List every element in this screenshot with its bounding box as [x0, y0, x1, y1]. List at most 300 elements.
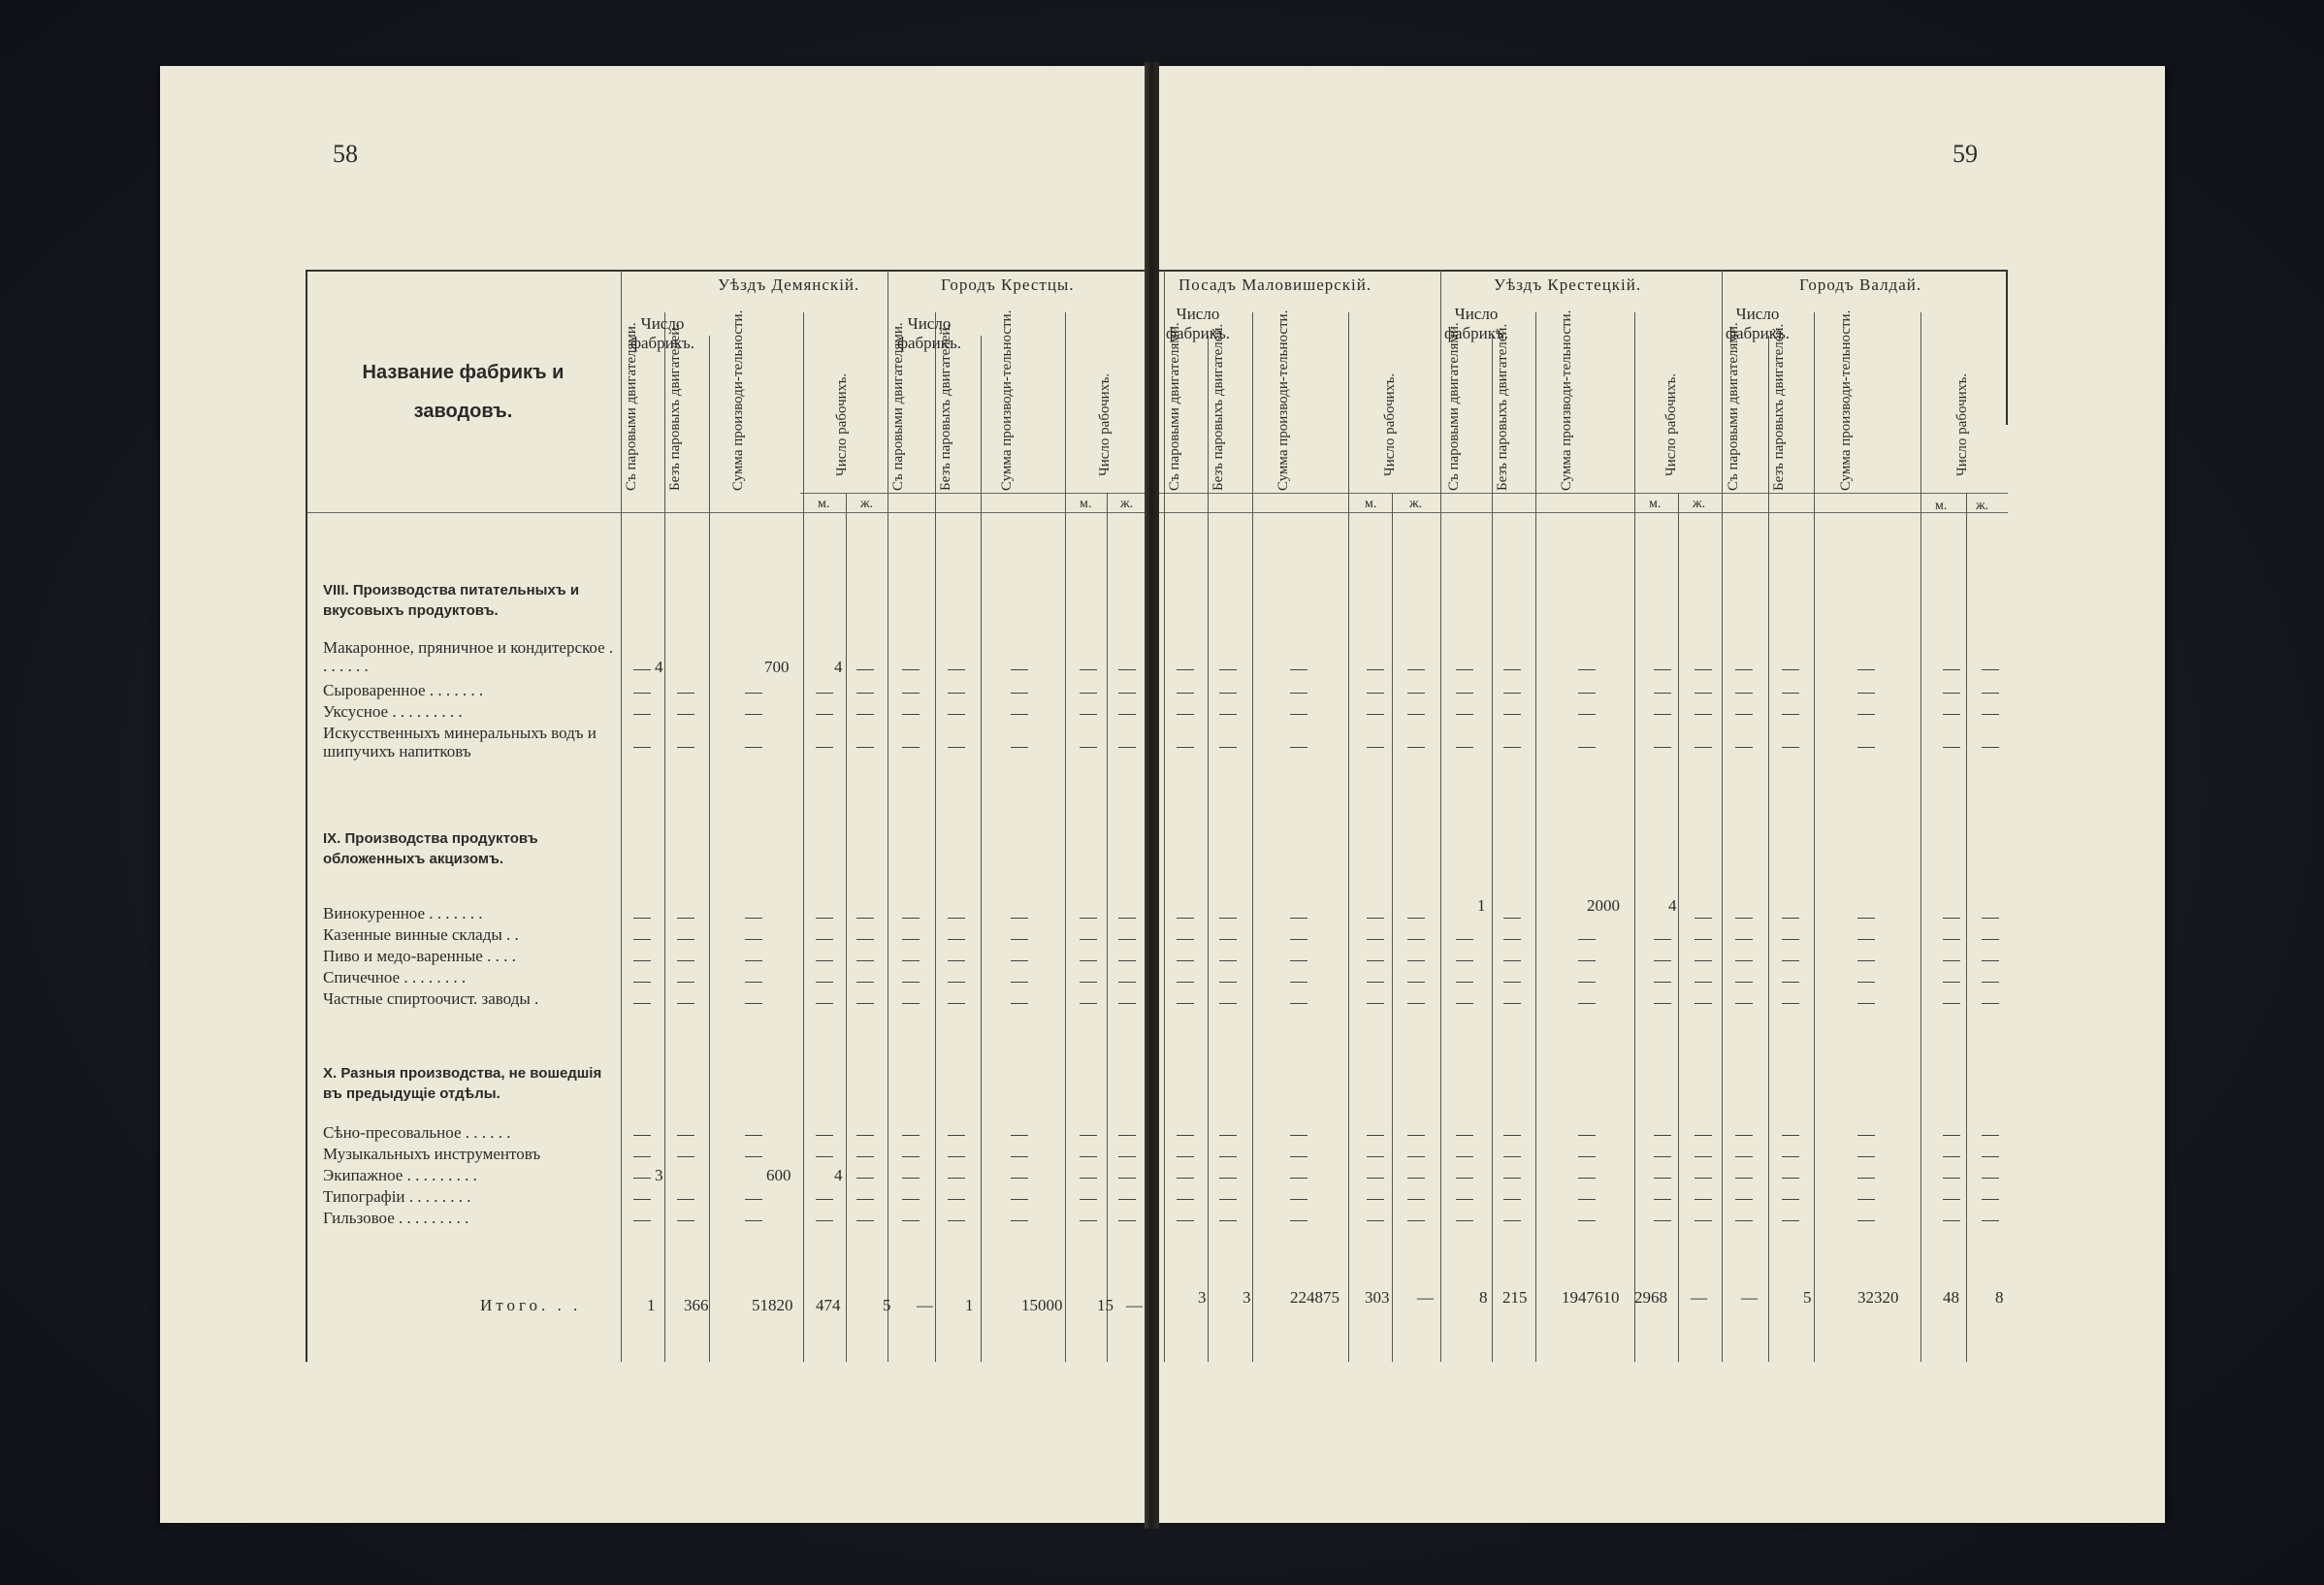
dash-mark	[1290, 1178, 1307, 1179]
dash-mark	[1118, 1156, 1136, 1157]
dash-mark	[902, 747, 920, 748]
dash-mark	[1982, 1156, 1999, 1157]
dash-mark	[1735, 1178, 1753, 1179]
dash-mark	[633, 1003, 651, 1004]
dash-mark	[1367, 669, 1384, 670]
total-cell: 5	[883, 1296, 891, 1314]
row-kazennye-sklady: Казенные винные склады . .	[323, 925, 519, 944]
dash-mark	[1290, 669, 1307, 670]
zh-label: ж.	[1693, 497, 1706, 511]
col-divider	[1722, 270, 1723, 1362]
dash-mark	[1735, 1156, 1753, 1157]
dash-mark	[1982, 669, 1999, 670]
total-cell: 48	[1943, 1288, 1959, 1307]
dash-mark	[1735, 693, 1753, 694]
dash-mark	[1782, 1220, 1799, 1221]
dash-mark	[1177, 1220, 1194, 1221]
dash-mark	[1080, 1135, 1097, 1136]
dash-mark	[1857, 1003, 1875, 1004]
page-number-left: 58	[333, 140, 358, 168]
row-gilzovoe: Гильзовое . . . . . . . . .	[323, 1209, 469, 1227]
dash-mark	[1177, 939, 1194, 940]
dash-mark	[633, 939, 651, 940]
dash-mark	[1290, 918, 1307, 919]
value-cell: 4	[834, 658, 843, 676]
dash-mark	[1943, 1199, 1960, 1200]
dash-mark	[1654, 960, 1671, 961]
dash-mark	[1407, 714, 1425, 715]
dash-mark	[1011, 1178, 1028, 1179]
bez-parovykh-label: Безъ паровыхъ двигателей.	[938, 323, 953, 491]
dash-mark	[1219, 1199, 1237, 1200]
dash-mark	[1219, 982, 1237, 983]
chislo-fabrik-label: Число фабрикъ.	[1443, 305, 1509, 342]
dash-mark	[1654, 1003, 1671, 1004]
dash-mark	[1118, 1220, 1136, 1221]
summa-label: Сумма производи-тельности.	[1838, 309, 1854, 491]
dash-mark	[1456, 960, 1473, 961]
left-page	[160, 66, 1145, 1523]
district-header-malovishersky: Посадъ Маловишерскій.	[1178, 275, 1372, 294]
row-spichechnoe: Спичечное . . . . . . . .	[323, 968, 467, 987]
dash-mark	[856, 693, 874, 694]
dash-mark	[948, 747, 965, 748]
dash-mark	[1695, 918, 1712, 919]
dash-mark	[1654, 1135, 1671, 1136]
dash-mark	[677, 714, 694, 715]
dash-mark	[1011, 1003, 1028, 1004]
dash-mark	[1982, 747, 1999, 748]
chislo-rabochikh-label: Число рабочихъ.	[1382, 372, 1398, 476]
dash-mark	[856, 1220, 874, 1221]
table-right-border	[2006, 270, 2008, 425]
zh-label: ж.	[1120, 497, 1134, 511]
dash-mark	[677, 1003, 694, 1004]
col-divider	[1348, 312, 1349, 1362]
total-cell: —	[1741, 1288, 1758, 1307]
col-divider	[803, 312, 804, 1362]
dash-mark	[1080, 1199, 1097, 1200]
dash-mark	[1456, 1156, 1473, 1157]
dash-mark	[1456, 1135, 1473, 1136]
dash-mark	[1503, 747, 1521, 748]
total-cell: —	[917, 1296, 933, 1314]
dash-mark	[1578, 747, 1596, 748]
dash-mark	[633, 1135, 651, 1136]
summa-label: Сумма производи-тельности.	[730, 309, 746, 491]
dash-mark	[902, 669, 920, 670]
dash-mark	[1735, 1220, 1753, 1221]
dash-mark	[1011, 1156, 1028, 1157]
summa-label: Сумма производи-тельности.	[999, 309, 1015, 491]
dash-mark	[1219, 918, 1237, 919]
dash-mark	[816, 1156, 833, 1157]
dash-mark	[1219, 669, 1237, 670]
dash-mark	[1782, 939, 1799, 940]
dash-mark	[633, 960, 651, 961]
dash-mark	[1219, 1003, 1237, 1004]
col-divider	[981, 336, 982, 1362]
dash-mark	[1982, 982, 1999, 983]
chislo-rabochikh-label: Число рабочихъ.	[834, 372, 850, 476]
col-divider	[1208, 336, 1209, 1362]
dash-mark	[1654, 747, 1671, 748]
header-bottom-rule	[306, 512, 1145, 513]
dash-mark	[1080, 918, 1097, 919]
dash-mark	[856, 747, 874, 748]
col-divider	[846, 493, 847, 1362]
dash-mark	[1654, 693, 1671, 694]
dash-mark	[948, 939, 965, 940]
dash-mark	[1011, 939, 1028, 940]
total-cell: 224875	[1290, 1288, 1340, 1307]
dash-mark	[1080, 939, 1097, 940]
dash-mark	[1407, 1003, 1425, 1004]
dash-mark	[1782, 693, 1799, 694]
dash-mark	[1367, 918, 1384, 919]
table-left-border	[306, 270, 307, 1362]
dash-mark	[1982, 714, 1999, 715]
dash-mark	[633, 982, 651, 983]
dash-mark	[1503, 982, 1521, 983]
dash-mark	[816, 747, 833, 748]
dash-mark	[1503, 1135, 1521, 1136]
dash-mark	[902, 1220, 920, 1221]
col-divider	[1814, 312, 1815, 1362]
dash-mark	[816, 1135, 833, 1136]
dash-mark	[1943, 918, 1960, 919]
dash-mark	[1118, 1199, 1136, 1200]
dash-mark	[1735, 960, 1753, 961]
total-cell: 1947610	[1562, 1288, 1620, 1307]
dash-mark	[677, 1220, 694, 1221]
dash-mark	[948, 669, 965, 670]
dash-mark	[1782, 918, 1799, 919]
dash-mark	[1578, 1003, 1596, 1004]
total-cell: —	[1417, 1288, 1434, 1307]
bez-parovykh-label: Безъ паровыхъ двигателей.	[667, 323, 683, 491]
mz-rule-left	[800, 493, 1145, 494]
dash-mark	[1695, 714, 1712, 715]
dash-mark	[1982, 960, 1999, 961]
dash-mark	[1943, 960, 1960, 961]
total-cell: —	[1126, 1296, 1143, 1314]
dash-mark	[1654, 1178, 1671, 1179]
dash-mark	[677, 960, 694, 961]
dash-mark	[1578, 1156, 1596, 1157]
dash-mark	[633, 918, 651, 919]
dash-mark	[1290, 714, 1307, 715]
total-cell: 303	[1365, 1288, 1390, 1307]
dash-mark	[1407, 1135, 1425, 1136]
dash-mark	[856, 982, 874, 983]
dash-mark	[1735, 1199, 1753, 1200]
total-cell: 8	[1479, 1288, 1488, 1307]
dash-mark	[1407, 1178, 1425, 1179]
dash-mark	[1982, 1178, 1999, 1179]
dash-mark	[1219, 939, 1237, 940]
dash-mark	[677, 1156, 694, 1157]
m-label: м.	[1365, 497, 1377, 511]
dash-mark	[677, 1199, 694, 1200]
total-cell: 2968	[1634, 1288, 1667, 1307]
page-number-right: 59	[1953, 140, 1978, 168]
dash-mark	[633, 1178, 651, 1179]
dash-mark	[1290, 982, 1307, 983]
dash-mark	[1407, 1199, 1425, 1200]
col-divider	[1065, 312, 1066, 1362]
dash-mark	[1943, 714, 1960, 715]
col-divider	[1107, 493, 1108, 1362]
dash-mark	[948, 1220, 965, 1221]
col-divider	[935, 312, 936, 1362]
col-divider	[1535, 312, 1536, 1362]
dash-mark	[1080, 669, 1097, 670]
dash-mark	[1857, 1135, 1875, 1136]
col-divider	[1392, 493, 1393, 1362]
dash-mark	[1367, 1178, 1384, 1179]
dash-mark	[1367, 982, 1384, 983]
dash-mark	[948, 982, 965, 983]
dash-mark	[902, 714, 920, 715]
s-parovymi-label: Съ паровыми двигателями.	[1167, 322, 1182, 491]
chislo-fabrik-label: Число фабрикъ.	[1725, 305, 1791, 342]
total-cell: 3	[1198, 1288, 1207, 1307]
dash-mark	[948, 1199, 965, 1200]
dash-mark	[902, 1178, 920, 1179]
dash-mark	[1943, 982, 1960, 983]
dash-mark	[1177, 669, 1194, 670]
dash-mark	[1080, 960, 1097, 961]
name-column-header: Название фабрикъ и заводовъ.	[362, 362, 565, 422]
dash-mark	[1735, 939, 1753, 940]
dash-mark	[1503, 693, 1521, 694]
dash-mark	[1503, 1003, 1521, 1004]
dash-mark	[948, 960, 965, 961]
dash-mark	[948, 714, 965, 715]
dash-mark	[1857, 1156, 1875, 1157]
dash-mark	[1857, 1178, 1875, 1179]
dash-mark	[1177, 693, 1194, 694]
dash-mark	[1735, 918, 1753, 919]
dash-mark	[902, 693, 920, 694]
dash-mark	[1857, 693, 1875, 694]
dash-mark	[1118, 1003, 1136, 1004]
dash-mark	[1290, 939, 1307, 940]
section-ix-heading: IX. Производства продуктовъ обложенныхъ акцизомъ.	[323, 830, 538, 867]
total-cell: 5	[1803, 1288, 1812, 1307]
dash-mark	[1407, 669, 1425, 670]
dash-mark	[1782, 1199, 1799, 1200]
dash-mark	[1695, 1003, 1712, 1004]
total-cell: 215	[1502, 1288, 1528, 1307]
dash-mark	[1943, 1003, 1960, 1004]
dash-mark	[1011, 1220, 1028, 1221]
dash-mark	[1982, 1220, 1999, 1221]
col-divider	[1440, 270, 1441, 1362]
dash-mark	[677, 939, 694, 940]
dash-mark	[1735, 1135, 1753, 1136]
dash-mark	[633, 669, 651, 670]
dash-mark	[1177, 1135, 1194, 1136]
dash-mark	[1782, 1178, 1799, 1179]
bez-parovykh-label: Безъ паровыхъ двигателей.	[1495, 323, 1510, 491]
value-cell: 700	[764, 658, 790, 676]
dash-mark	[633, 747, 651, 748]
dash-mark	[902, 1199, 920, 1200]
dash-mark	[677, 693, 694, 694]
dash-mark	[1118, 939, 1136, 940]
dash-mark	[1735, 747, 1753, 748]
s-parovymi-label: Съ паровыми двигателями.	[1446, 322, 1462, 491]
dash-mark	[1578, 1220, 1596, 1221]
col-divider	[664, 312, 665, 1362]
dash-mark	[1118, 1178, 1136, 1179]
row-uksusnoe: Уксусное . . . . . . . . .	[323, 702, 463, 721]
dash-mark	[1578, 669, 1596, 670]
dash-mark	[745, 1003, 762, 1004]
dash-mark	[1118, 747, 1136, 748]
dash-mark	[1695, 1156, 1712, 1157]
dash-mark	[1654, 714, 1671, 715]
total-cell: 15000	[1021, 1296, 1063, 1314]
dash-mark	[1695, 669, 1712, 670]
dash-mark	[1011, 669, 1028, 670]
right-table	[1159, 132, 2165, 1362]
zh-label: ж.	[1409, 497, 1423, 511]
mz-rule-right	[1159, 493, 2008, 494]
dash-mark	[1219, 1178, 1237, 1179]
dash-mark	[1080, 1220, 1097, 1221]
dash-mark	[1456, 982, 1473, 983]
chislo-rabochikh-label: Число рабочихъ.	[1663, 372, 1679, 476]
dash-mark	[1857, 960, 1875, 961]
dash-mark	[1456, 693, 1473, 694]
dash-mark	[677, 982, 694, 983]
row-muzykalnye: Музыкальныхъ инструментовъ	[323, 1145, 541, 1163]
dash-mark	[1782, 1156, 1799, 1157]
total-cell: 3	[1243, 1288, 1251, 1307]
dash-mark	[816, 1220, 833, 1221]
dash-mark	[1857, 1199, 1875, 1200]
row-tipografii: Типографіи . . . . . . . .	[323, 1187, 471, 1206]
dash-mark	[1290, 1156, 1307, 1157]
dash-mark	[1503, 1220, 1521, 1221]
dash-mark	[1982, 693, 1999, 694]
dash-mark	[1578, 982, 1596, 983]
dash-mark	[1367, 1156, 1384, 1157]
value-cell: 1	[1477, 896, 1486, 915]
dash-mark	[1080, 1156, 1097, 1157]
dash-mark	[1982, 1135, 1999, 1136]
dash-mark	[1503, 1178, 1521, 1179]
dash-mark	[1654, 939, 1671, 940]
dash-mark	[1367, 1220, 1384, 1221]
dash-mark	[1695, 982, 1712, 983]
dash-mark	[1011, 1135, 1028, 1136]
dash-mark	[902, 1156, 920, 1157]
dash-mark	[745, 939, 762, 940]
dash-mark	[1219, 714, 1237, 715]
total-cell: 474	[816, 1296, 841, 1314]
total-cell: 8	[1995, 1288, 2004, 1307]
dash-mark	[1118, 918, 1136, 919]
dash-mark	[1735, 669, 1753, 670]
district-header-demyansky: Уѣздъ Демянскій.	[718, 275, 860, 294]
dash-mark	[1735, 982, 1753, 983]
dash-mark	[816, 982, 833, 983]
dash-mark	[1578, 1135, 1596, 1136]
dash-mark	[856, 918, 874, 919]
dash-mark	[1578, 714, 1596, 715]
dash-mark	[1982, 918, 1999, 919]
dash-mark	[1367, 1199, 1384, 1200]
dash-mark	[1011, 1199, 1028, 1200]
dash-mark	[1943, 669, 1960, 670]
dash-mark	[1578, 1178, 1596, 1179]
dash-mark	[633, 714, 651, 715]
dash-mark	[1782, 1003, 1799, 1004]
dash-mark	[1407, 747, 1425, 748]
dash-mark	[1367, 939, 1384, 940]
zh-label: ж.	[860, 497, 874, 511]
s-parovymi-label: Съ паровыми двигателями.	[624, 322, 639, 491]
dash-mark	[1367, 960, 1384, 961]
dash-mark	[1982, 1199, 1999, 1200]
dash-mark	[1456, 1220, 1473, 1221]
dash-mark	[1080, 714, 1097, 715]
table-top-rule	[306, 270, 1145, 272]
dash-mark	[1219, 747, 1237, 748]
value-cell: 4	[1668, 896, 1677, 915]
dash-mark	[1943, 1135, 1960, 1136]
col-divider	[1164, 270, 1165, 1362]
chislo-rabochikh-label: Число рабочихъ.	[1954, 372, 1970, 476]
dash-mark	[1367, 693, 1384, 694]
dash-mark	[902, 960, 920, 961]
col-divider	[1768, 336, 1769, 1362]
dash-mark	[1857, 918, 1875, 919]
dash-mark	[1503, 714, 1521, 715]
dash-mark	[856, 960, 874, 961]
dash-mark	[1080, 1178, 1097, 1179]
bez-parovykh-label: Безъ паровыхъ двигателей.	[1210, 323, 1226, 491]
table-top-rule	[1159, 270, 2008, 272]
row-pivo: Пиво и медо-варенные . . . .	[323, 947, 516, 965]
bez-parovykh-label: Безъ паровыхъ двигателей.	[1771, 323, 1787, 491]
dash-mark	[1456, 939, 1473, 940]
m-label: м.	[1080, 497, 1092, 511]
dash-mark	[633, 693, 651, 694]
section-x-heading: X. Разныя производства, не вошедшія въ предыдущіе отдѣлы.	[323, 1065, 602, 1102]
dash-mark	[1503, 669, 1521, 670]
dash-mark	[1290, 693, 1307, 694]
dash-mark	[902, 918, 920, 919]
total-cell: 51820	[752, 1296, 793, 1314]
dash-mark	[948, 1156, 965, 1157]
dash-mark	[1857, 747, 1875, 748]
dash-mark	[816, 918, 833, 919]
dash-mark	[1118, 960, 1136, 961]
dash-mark	[1011, 714, 1028, 715]
col-divider	[1634, 312, 1635, 1362]
dash-mark	[677, 747, 694, 748]
dash-mark	[1456, 714, 1473, 715]
dash-mark	[1735, 714, 1753, 715]
dash-mark	[1219, 1156, 1237, 1157]
dash-mark	[1857, 714, 1875, 715]
dash-mark	[1118, 669, 1136, 670]
